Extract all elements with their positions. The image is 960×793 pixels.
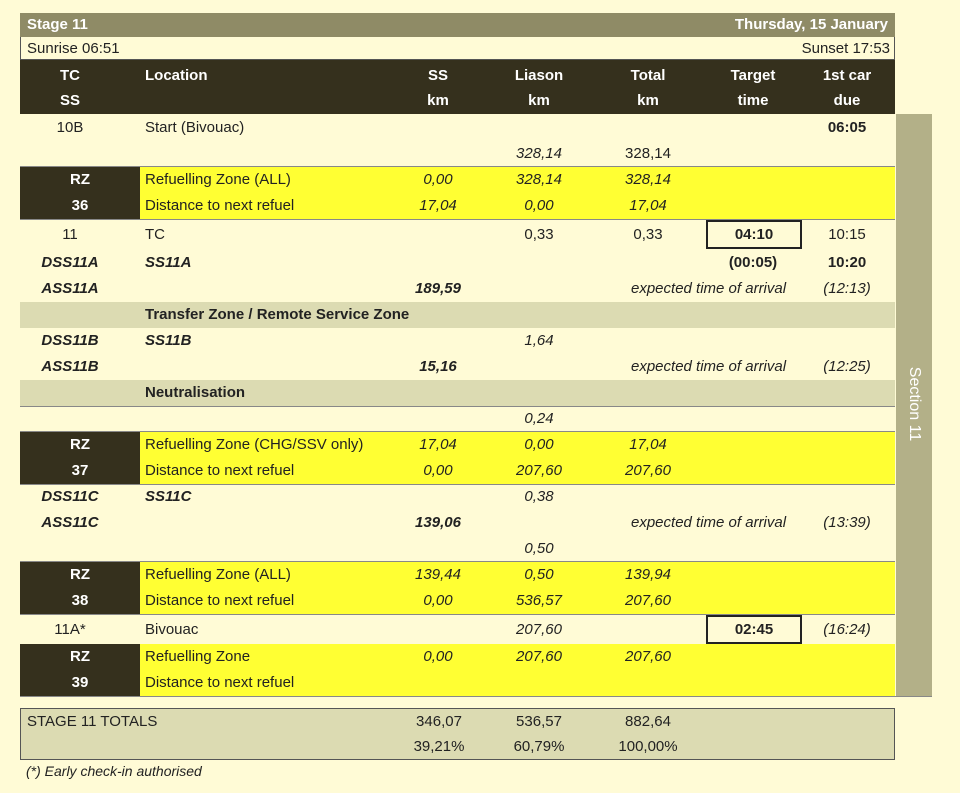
liason-cell: 536,57 (516, 592, 562, 609)
liason-cell: 328,14 (516, 171, 562, 188)
header-tc-line1: TC (60, 67, 80, 84)
table-row (20, 536, 895, 562)
tc-cell: RZ (20, 432, 140, 458)
location-cell: Refuelling Zone (145, 648, 251, 665)
table-row (20, 588, 895, 614)
tc-cell: DSS11C (41, 488, 99, 505)
due-cell: (13:39) (823, 514, 871, 531)
location-cell: SS11A (145, 254, 192, 271)
table-row (20, 380, 895, 406)
eta-label: expected time of arrival (631, 514, 787, 531)
liason-cell: 0,38 (524, 488, 554, 505)
liason-cell: 0,50 (524, 540, 554, 557)
header-first-car-line1: 1st car (822, 67, 872, 84)
total-cell: 328,14 (625, 145, 671, 162)
header-liason (489, 63, 589, 113)
total-cell: 207,60 (625, 462, 671, 479)
due-cell: 06:05 (827, 119, 867, 136)
table-row (20, 432, 895, 458)
total-cell: 17,04 (629, 197, 667, 214)
tc-cell: 11 (62, 226, 78, 243)
due-cell: 10:20 (827, 254, 867, 271)
location-cell: Distance to next refuel (145, 592, 295, 609)
zone-label: Neutralisation (145, 384, 246, 401)
location-cell: Distance to next refuel (145, 197, 295, 214)
tc-cell: 38 (20, 588, 140, 614)
location-cell: Refuelling Zone (CHG/SSV only) (145, 436, 364, 453)
header-liason-line1: Liason (514, 67, 564, 84)
totals-total: 882,64 (625, 713, 671, 730)
header-total-line2: km (637, 92, 659, 109)
due-cell: 10:15 (828, 226, 866, 243)
header-total-line1: Total (630, 67, 666, 84)
due-cell: (16:24) (823, 621, 871, 638)
ss-cell: 139,44 (415, 566, 461, 583)
table-row (20, 406, 895, 432)
ss-cell: 15,16 (419, 358, 457, 375)
header-target-line1: Target (730, 67, 776, 84)
header-ss (388, 63, 488, 113)
tc-cell: RZ (20, 562, 140, 588)
ss-cell: 17,04 (419, 436, 457, 453)
header-ss-line2: km (427, 92, 449, 109)
tc-cell: RZ (20, 644, 140, 670)
ss-cell: 139,06 (415, 514, 461, 531)
target-time-box: 04:10 (706, 220, 802, 249)
liason-cell: 328,14 (516, 145, 562, 162)
total-cell: 207,60 (625, 592, 671, 609)
header-total (598, 63, 698, 113)
tc-cell: 39 (20, 670, 140, 696)
liason-cell: 0,00 (524, 436, 554, 453)
stage-title: Stage 11 (27, 16, 88, 33)
table-row (20, 250, 895, 276)
header-location (145, 63, 208, 88)
location-cell: TC (145, 226, 165, 243)
table-row (20, 510, 895, 536)
header-tc (20, 63, 120, 113)
footnote: (*) Early check-in authorised (26, 763, 202, 779)
stage-title-bar (20, 13, 895, 37)
ss-cell: 0,00 (423, 592, 453, 609)
ss-cell: 17,04 (419, 197, 457, 214)
tc-cell: 37 (20, 458, 140, 484)
section-label: Section 11 (906, 366, 923, 442)
ss-cell: 0,00 (423, 462, 453, 479)
table-row (20, 222, 895, 248)
header-target (703, 63, 803, 113)
total-cell: 207,60 (625, 648, 671, 665)
ss-cell: 189,59 (415, 280, 461, 297)
header-target-line2: time (737, 92, 769, 109)
stage-totals (20, 708, 895, 760)
location-cell: SS11B (145, 332, 192, 349)
table-row (20, 115, 895, 141)
header-liason-line2: km (528, 92, 550, 109)
eta-label: expected time of arrival (631, 358, 787, 375)
totals-ss: 346,07 (416, 713, 462, 730)
header-ss-line1: SS (427, 67, 448, 84)
target-time-box: 02:45 (706, 615, 802, 644)
tc-cell: 11A* (54, 621, 86, 638)
table-row (20, 302, 895, 328)
header-location-line1: Location (145, 67, 208, 84)
total-cell: 328,14 (625, 171, 671, 188)
table-row (20, 644, 895, 670)
table-row (20, 484, 895, 510)
table-row (20, 328, 895, 354)
ss-cell: 0,00 (423, 171, 453, 188)
liason-cell: 1,64 (524, 332, 554, 349)
table-row (20, 276, 895, 302)
total-cell: 17,04 (629, 436, 667, 453)
location-cell: Start (Bivouac) (145, 119, 245, 136)
section-side-label (896, 114, 932, 696)
liason-cell: 207,60 (516, 621, 562, 638)
table-row (20, 562, 895, 588)
table-row (20, 193, 895, 219)
table-row (20, 354, 895, 380)
totals-total-pct: 100,00% (618, 738, 678, 755)
total-cell: 0,33 (633, 226, 663, 243)
liason-cell: 0,00 (524, 197, 554, 214)
location-cell: SS11C (145, 488, 192, 505)
target-cell: (00:05) (728, 254, 778, 271)
tc-cell: 10B (56, 119, 84, 136)
table-header (20, 60, 895, 114)
sunrise-text: Sunrise 06:51 (27, 40, 120, 57)
tc-cell: ASS11B (41, 358, 99, 375)
sun-times-bar (20, 37, 895, 60)
location-cell: Refuelling Zone (ALL) (145, 566, 291, 583)
tc-cell: RZ (20, 167, 140, 193)
liason-cell: 0,33 (524, 226, 554, 243)
liason-cell: 207,60 (516, 648, 562, 665)
stage-date: Thursday, 15 January (734, 16, 888, 33)
tc-cell: DSS11B (41, 332, 99, 349)
table-row (20, 141, 895, 167)
table-row (20, 670, 895, 696)
header-first-car-line2: due (833, 92, 861, 109)
tc-cell: 36 (20, 193, 140, 219)
header-first-car (797, 63, 897, 113)
liason-cell: 0,50 (524, 566, 554, 583)
due-cell: (12:13) (823, 280, 871, 297)
location-cell: Bivouac (145, 621, 199, 638)
liason-cell: 207,60 (516, 462, 562, 479)
location-cell: Refuelling Zone (ALL) (145, 171, 291, 188)
table-bottom-border (20, 696, 932, 697)
liason-cell: 0,24 (524, 410, 554, 427)
tc-cell: ASS11A (41, 280, 99, 297)
zone-label: Transfer Zone / Remote Service Zone (145, 306, 410, 323)
totals-liason: 536,57 (516, 713, 562, 730)
table-row (20, 167, 895, 193)
eta-label: expected time of arrival (631, 280, 787, 297)
tc-cell: ASS11C (41, 514, 99, 531)
ss-cell: 0,00 (423, 648, 453, 665)
totals-ss-pct: 39,21% (413, 738, 465, 755)
tc-cell: DSS11A (41, 254, 99, 271)
header-tc-line2: SS (59, 92, 80, 109)
sunset-text: Sunset 17:53 (801, 40, 890, 57)
due-cell: (12:25) (823, 358, 871, 375)
table-row (20, 617, 895, 643)
total-cell: 139,94 (625, 566, 671, 583)
totals-liason-pct: 60,79% (513, 738, 565, 755)
totals-label: STAGE 11 TOTALS (27, 713, 158, 730)
location-cell: Distance to next refuel (145, 674, 295, 691)
location-cell: Distance to next refuel (145, 462, 295, 479)
table-row (20, 458, 895, 484)
